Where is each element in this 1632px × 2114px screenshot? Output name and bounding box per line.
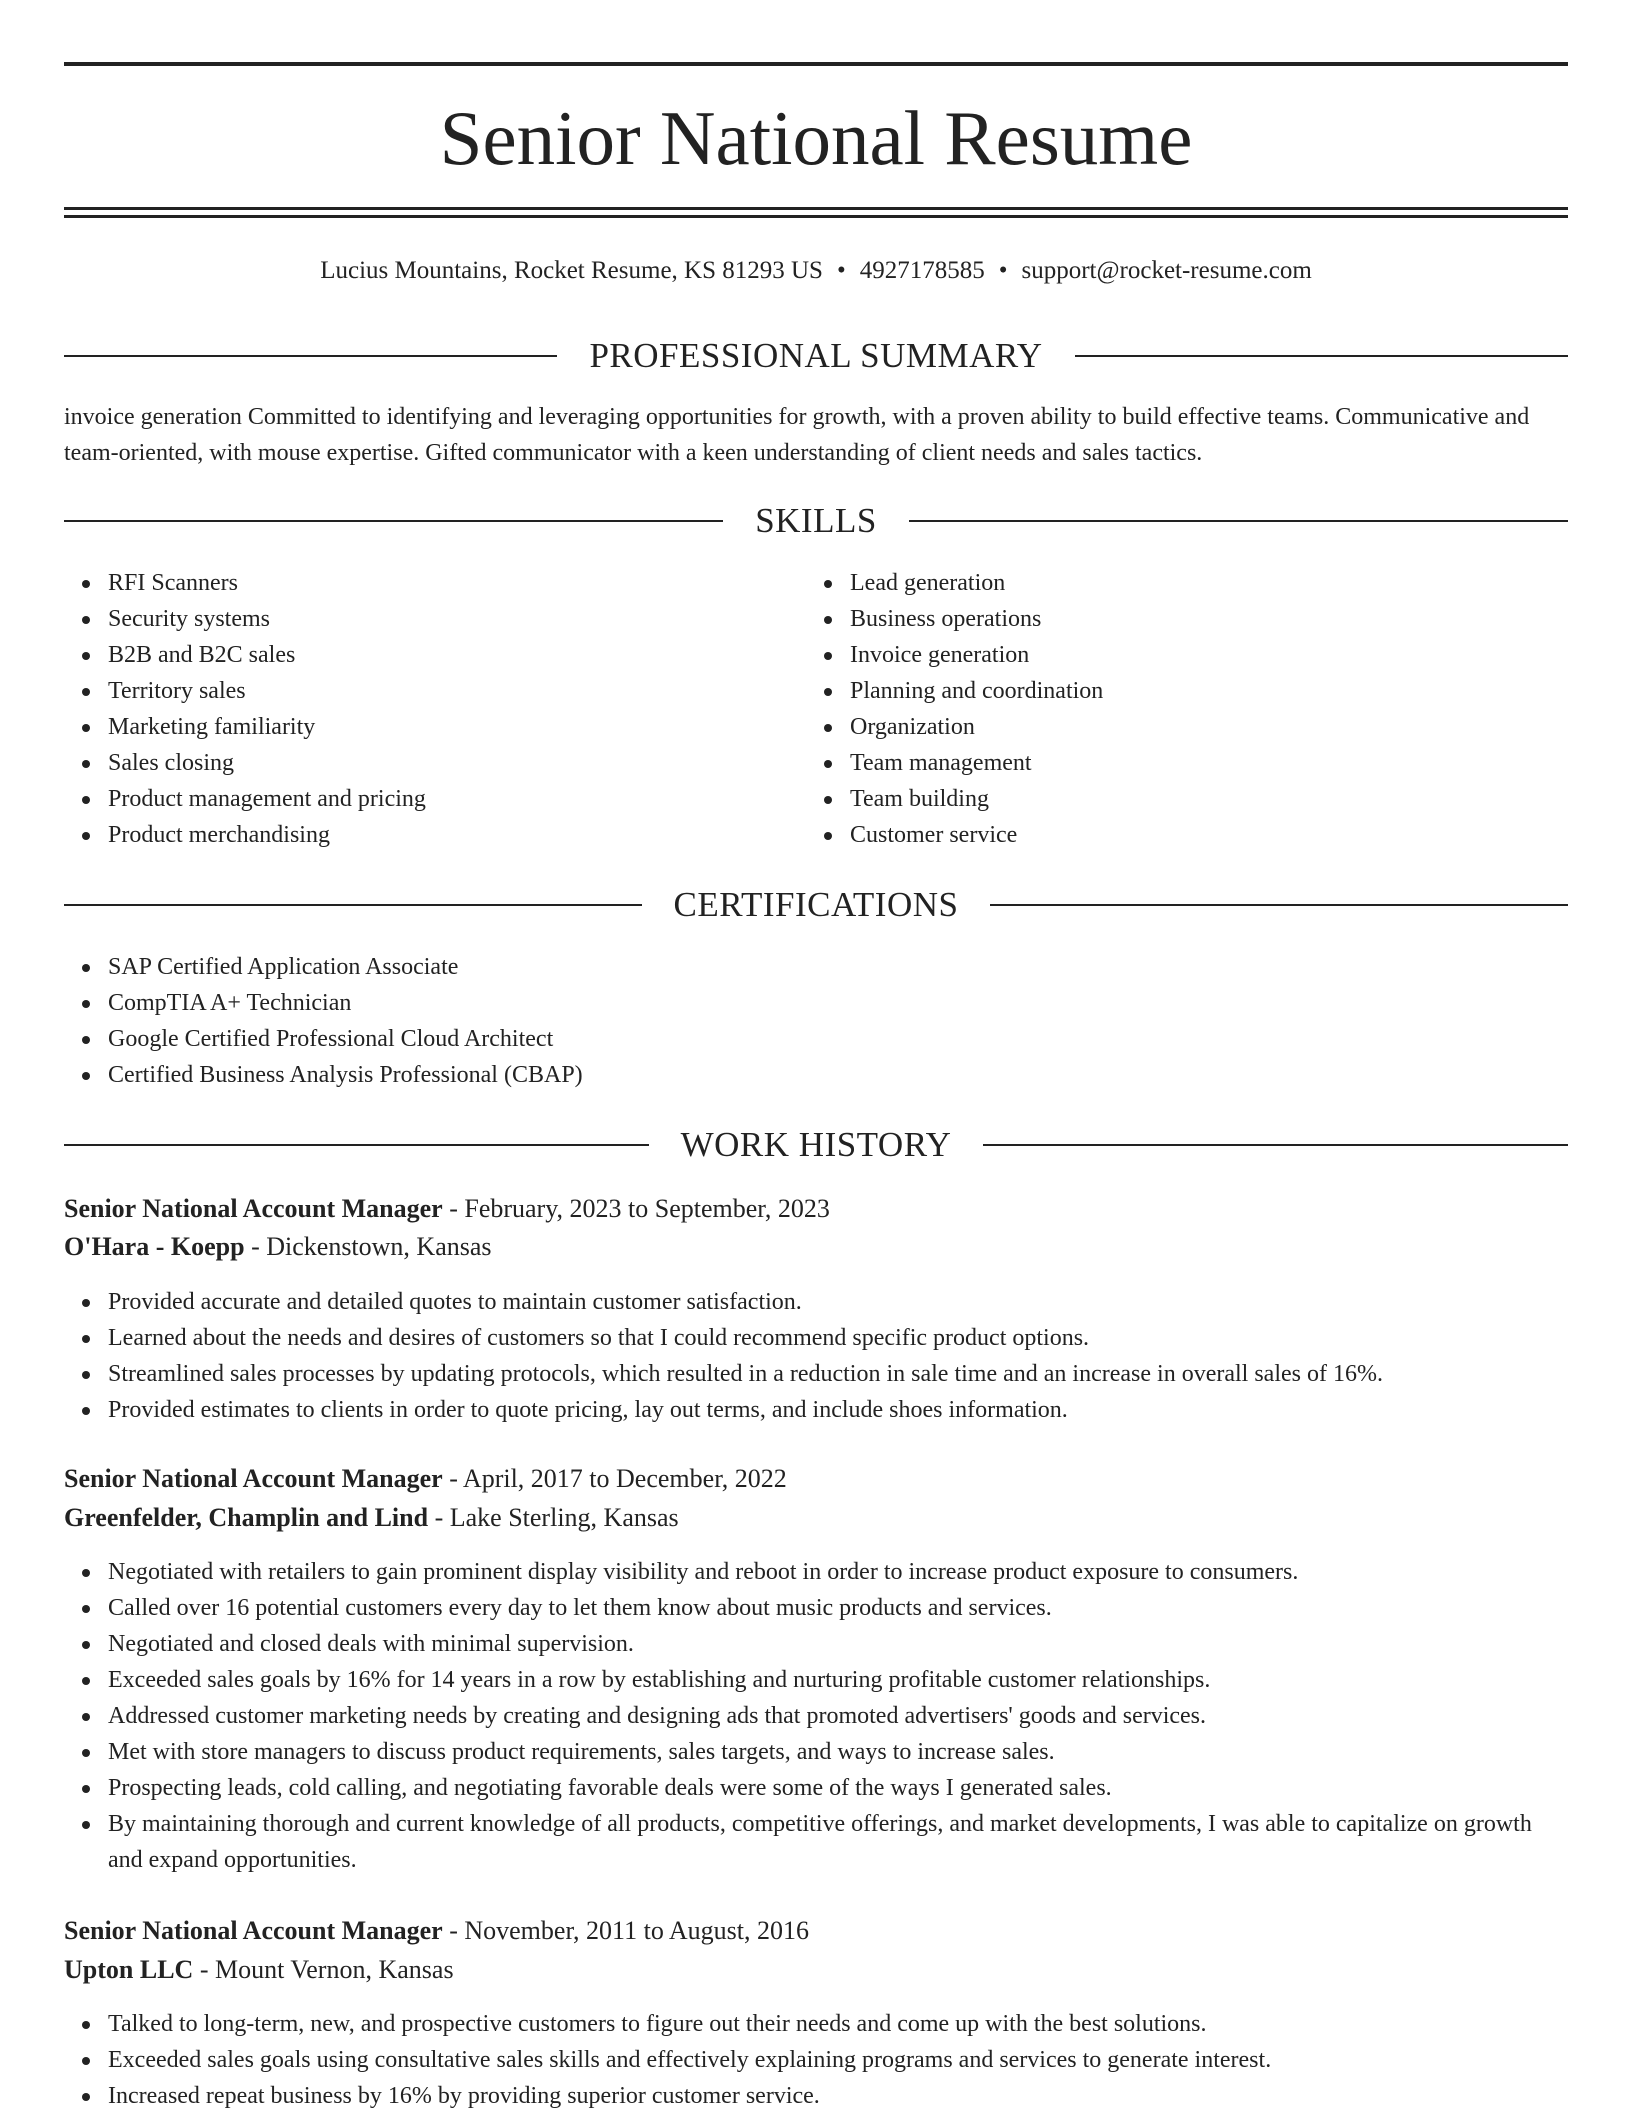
- page-title: Senior National Resume: [439, 95, 1193, 181]
- job-company-line: [64, 1228, 1568, 1266]
- certification-item: SAP Certified Application Associate: [108, 949, 1548, 985]
- dash: -: [442, 1464, 463, 1493]
- skill-item: Security systems: [108, 601, 808, 637]
- section-heading-skills: [64, 499, 1568, 543]
- skills-list-left: [64, 565, 808, 853]
- job-bullet: Met with store managers to discuss product requirements, sales targets, and ways to increase sales.: [108, 1734, 1568, 1770]
- dash: -: [442, 1916, 465, 1945]
- heading-rule: [64, 904, 642, 906]
- job-company-line: [64, 1499, 1568, 1537]
- heading-rule: [64, 1144, 649, 1146]
- dash: -: [244, 1232, 267, 1261]
- job-bullet: Provided estimates to clients in order to quote pricing, lay out terms, and include shoes information.: [108, 1392, 1568, 1428]
- job-location: Lake Sterling, Kansas: [449, 1503, 679, 1532]
- job-bullet: Increased repeat business by 16% by providing superior customer service.: [108, 2078, 1568, 2114]
- skill-item: Organization: [850, 709, 1550, 745]
- skills-list-right: [806, 565, 1550, 853]
- contact-address: Lucius Mountains, Rocket Resume, KS 81293 US: [320, 257, 823, 284]
- job-dates: February, 2023 to September, 2023: [464, 1194, 830, 1223]
- summary-text: invoice generation Committed to identifying and leveraging opportunities for growth, with a proven ability to build effective teams. Communicative and team-oriented, with mouse expertise. Gifted communicator with a keen understanding of client needs and sales tactics.: [64, 404, 1530, 466]
- job-bullet: Learned about the needs and desires of customers so that I could recommend specific product options.: [108, 1320, 1568, 1356]
- job-bullet: Negotiated and closed deals with minimal supervision.: [108, 1626, 1568, 1662]
- dash: -: [428, 1503, 450, 1532]
- job-company: Greenfelder, Champlin and Lind: [64, 1503, 429, 1532]
- contact-line: [64, 254, 1568, 288]
- heading-rule: [909, 520, 1568, 522]
- job-bullet: Called over 16 potential customers every day to let them know about music products and services.: [108, 1590, 1568, 1626]
- skill-item: Territory sales: [108, 673, 808, 709]
- dash: -: [193, 1955, 215, 1984]
- job-location: Dickenstown, Kansas: [266, 1232, 492, 1261]
- job-title-line: [64, 1460, 1568, 1498]
- certifications-list: [64, 949, 1548, 1093]
- job-bullet: By maintaining thorough and current knowledge of all products, competitive offerings, and market developments, I was able to capitalize on growth and expand opportunities.: [108, 1806, 1568, 1878]
- job-bullet: Prospecting leads, cold calling, and negotiating favorable deals were some of the ways I generated sales.: [108, 1770, 1568, 1806]
- contact-email: support@rocket-resume.com: [1021, 257, 1312, 284]
- job-bullet: Streamlined sales processes by updating protocols, which resulted in a reduction in sale time and an increase in overall sales of 16%.: [108, 1356, 1568, 1392]
- heading-rule: [1075, 355, 1568, 357]
- job-bullet: Provided accurate and detailed quotes to maintain customer satisfaction.: [108, 1284, 1568, 1320]
- job-bullet: Talked to long-term, new, and prospective customers to figure out their needs and come up with the best solutions.: [108, 2006, 1568, 2042]
- job-company: Upton LLC: [64, 1955, 194, 1984]
- skill-item: Marketing familiarity: [108, 709, 808, 745]
- job-title: Senior National Account Manager: [64, 1194, 443, 1223]
- job-title: Senior National Account Manager: [64, 1464, 443, 1493]
- top-divider: [64, 62, 1568, 66]
- skill-item: Sales closing: [108, 745, 808, 781]
- skill-item: RFI Scanners: [108, 565, 808, 601]
- heading-rule: [983, 1144, 1568, 1146]
- section-heading-certifications: [64, 883, 1568, 927]
- certification-item: Google Certified Professional Cloud Architect: [108, 1021, 1548, 1057]
- skill-item: Product management and pricing: [108, 781, 808, 817]
- job-location: Mount Vernon, Kansas: [215, 1955, 454, 1984]
- section-heading-summary: [64, 334, 1568, 378]
- section-title: CERTIFICATIONS: [673, 885, 959, 924]
- section-title: WORK HISTORY: [680, 1125, 952, 1164]
- job-bullets: [64, 1554, 1568, 1878]
- section-title: SKILLS: [755, 501, 877, 540]
- contact-separator: •: [998, 257, 1008, 284]
- dash: -: [442, 1194, 465, 1223]
- job-title: Senior National Account Manager: [64, 1916, 443, 1945]
- skill-item: Invoice generation: [850, 637, 1550, 673]
- job-bullets: [64, 1284, 1568, 1428]
- contact-separator: •: [836, 257, 846, 284]
- job-bullet: Addressed customer marketing needs by creating and designing ads that promoted advertisers' goods and services.: [108, 1698, 1568, 1734]
- job-title-line: [64, 1912, 1568, 1950]
- job-bullet: Exceeded sales goals using consultative sales skills and effectively explaining programs and services to generate interest.: [108, 2042, 1568, 2078]
- heading-rule: [64, 355, 557, 357]
- section-heading-work-history: [64, 1123, 1568, 1167]
- heading-rule: [990, 904, 1568, 906]
- job-title-line: [64, 1190, 1568, 1228]
- title-double-divider: [64, 207, 1568, 218]
- certification-item: Certified Business Analysis Professional (CBAP): [108, 1057, 1548, 1093]
- skill-item: Product merchandising: [108, 817, 808, 853]
- job-company: O'Hara - Koepp: [64, 1232, 245, 1261]
- heading-rule: [64, 520, 723, 522]
- skill-item: Team building: [850, 781, 1550, 817]
- skill-item: B2B and B2C sales: [108, 637, 808, 673]
- skill-item: Planning and coordination: [850, 673, 1550, 709]
- skill-item: Lead generation: [850, 565, 1550, 601]
- skill-item: Customer service: [850, 817, 1550, 853]
- skill-item: Team management: [850, 745, 1550, 781]
- job-bullets: [64, 2006, 1568, 2114]
- job-dates: April, 2017 to December, 2022: [462, 1464, 787, 1493]
- skill-item: Business operations: [850, 601, 1550, 637]
- job-bullet: Negotiated with retailers to gain prominent display visibility and reboot in order to increase product exposure to consumers.: [108, 1554, 1568, 1590]
- certification-item: CompTIA A+ Technician: [108, 985, 1548, 1021]
- job-company-line: [64, 1951, 1568, 1989]
- contact-phone: 4927178585: [859, 257, 985, 284]
- job-dates: November, 2011 to August, 2016: [464, 1916, 809, 1945]
- job-bullet: Exceeded sales goals by 16% for 14 years in a row by establishing and nurturing profitable customer relationships.: [108, 1662, 1568, 1698]
- section-title: PROFESSIONAL SUMMARY: [589, 336, 1043, 375]
